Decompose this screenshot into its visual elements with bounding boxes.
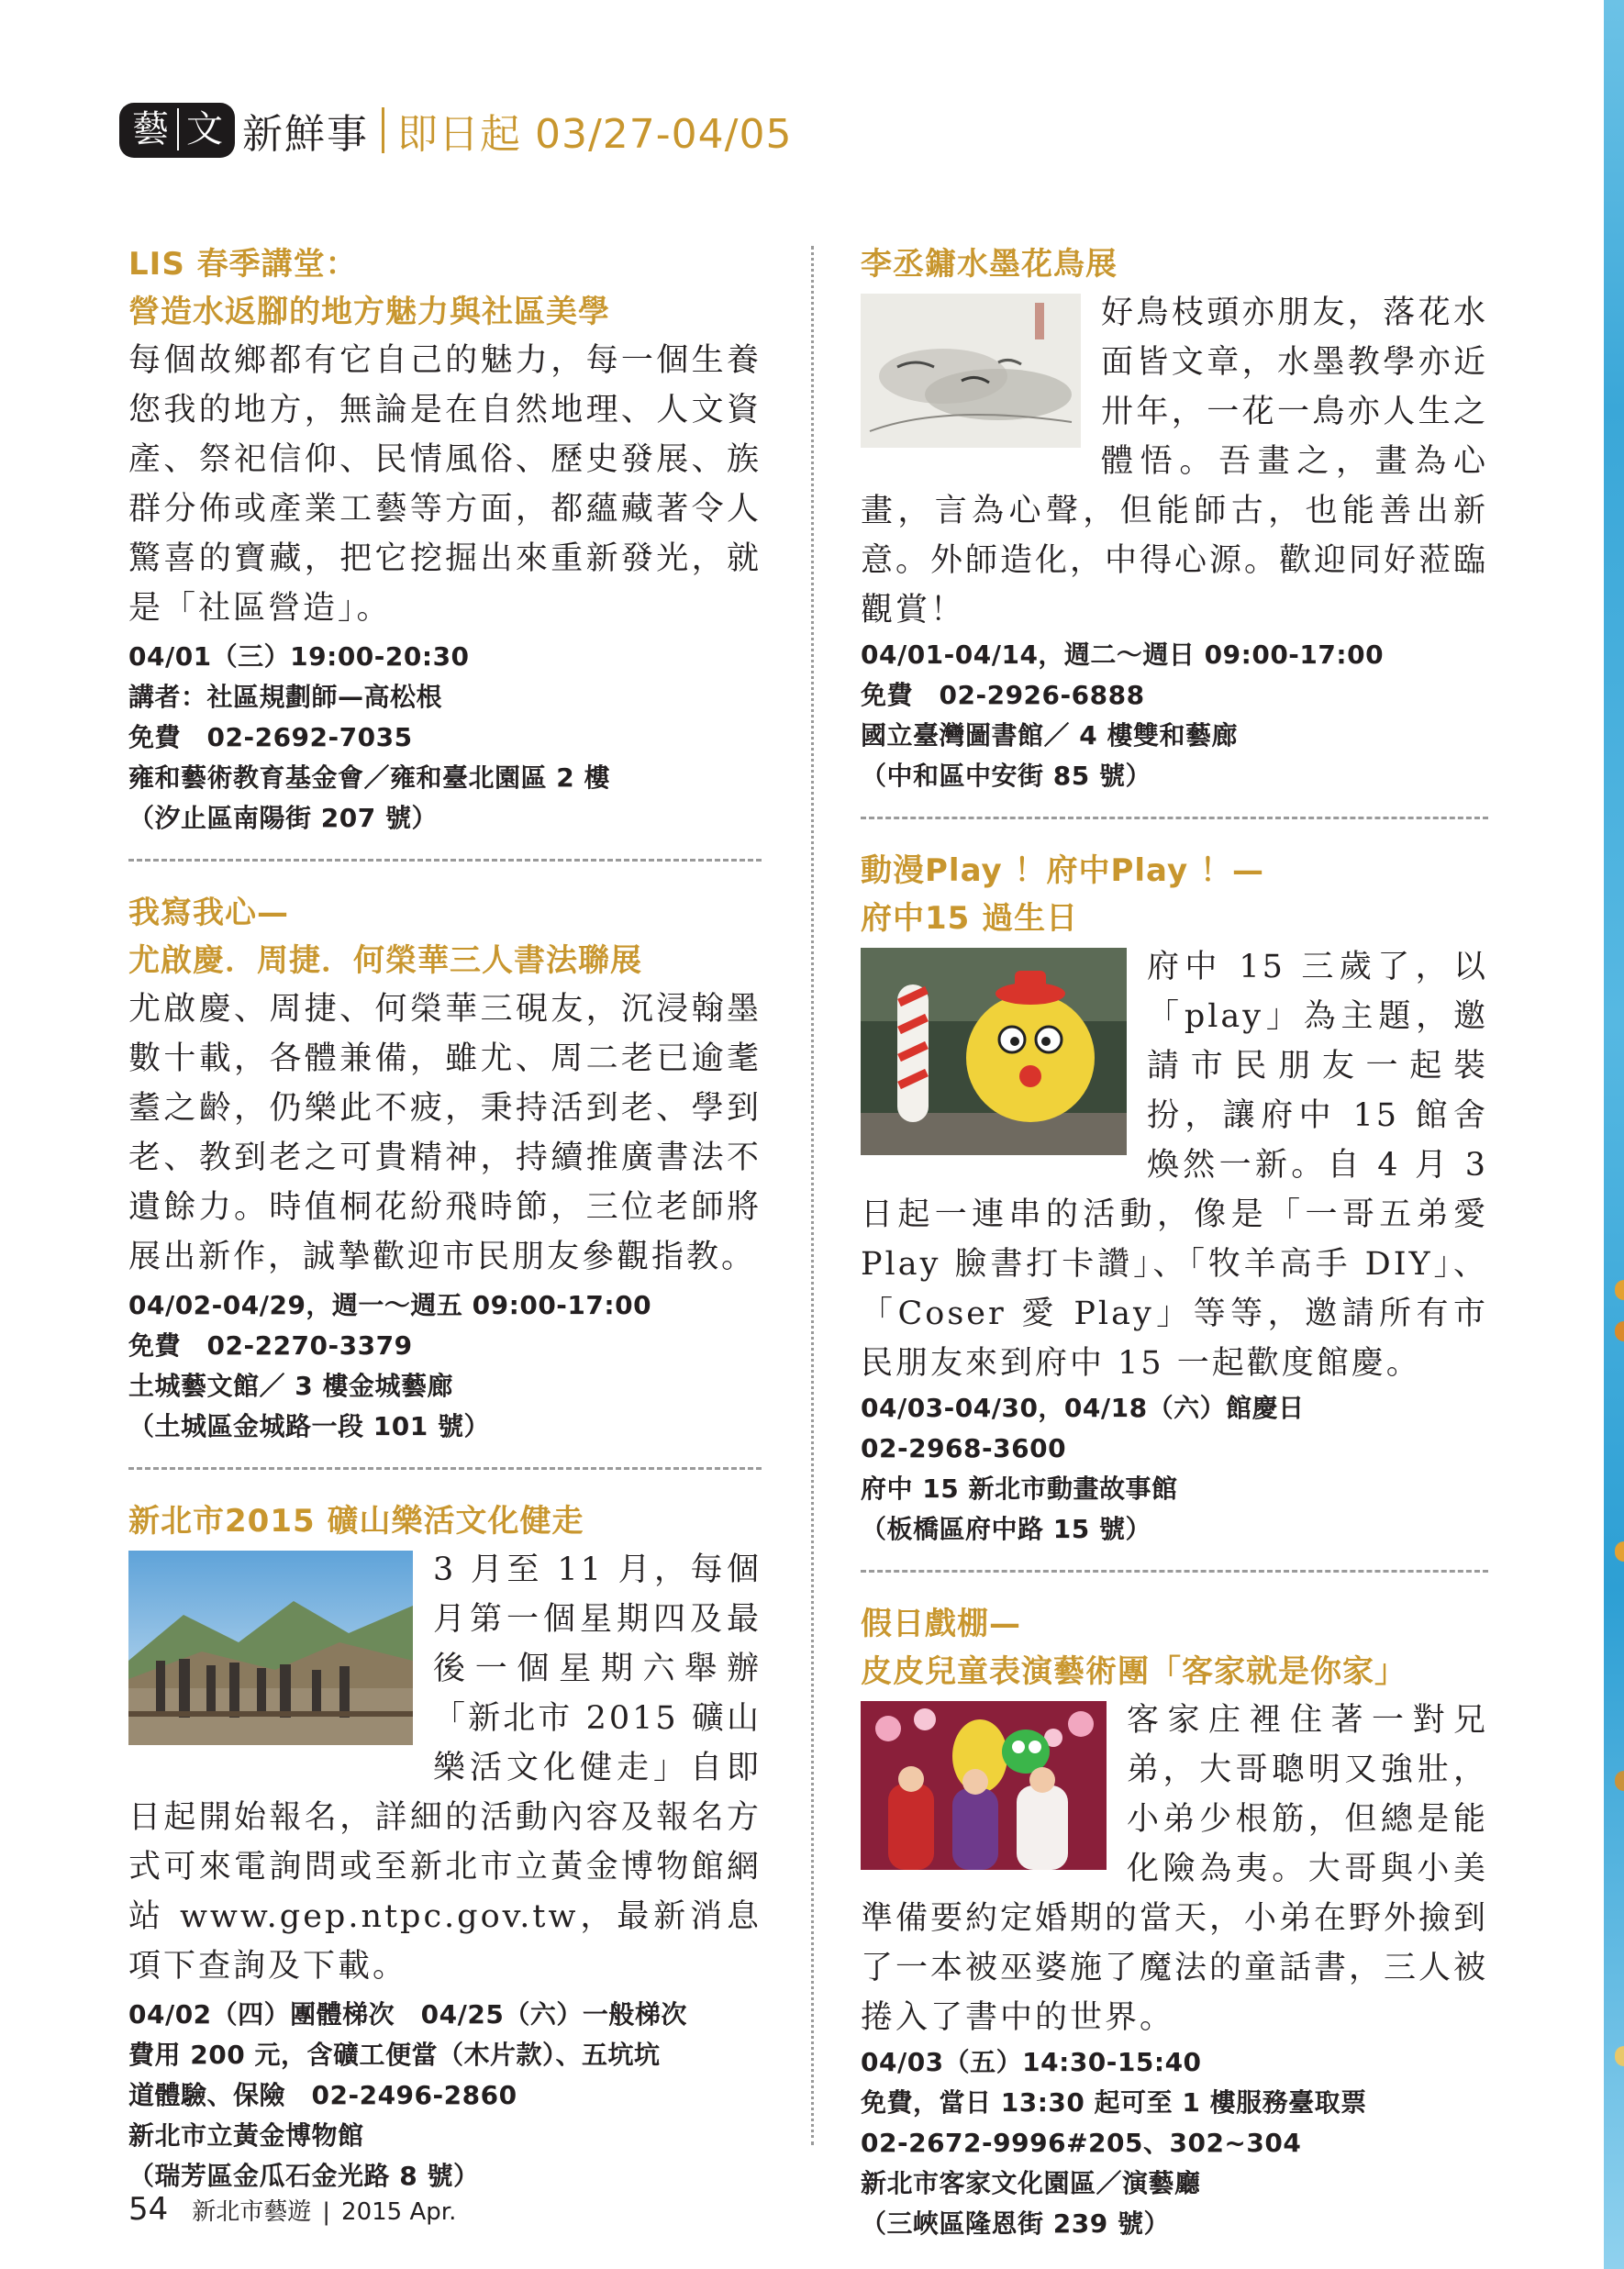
- article-body: 尤啟慶、周捷、何榮華三硯友，沉浸翰墨數十載，各體兼備，雖尤、周二老已逾耄耋之齡，仍樂此不疲，秉持活到老、學到老、教到老之可貴精神，持續推廣書法不遺餘力。時值桐花紛飛時節，三位老師將展出新作，誠摯歡迎市民朋友參觀指教。: [128, 991, 762, 1275]
- event-venue: 土城藝文館／ 3 樓金城藝廊: [128, 1371, 453, 1401]
- page-number: 54: [128, 2191, 169, 2228]
- event-fee-phone: 免費 02-2926-6888: [861, 680, 1145, 710]
- event-speaker: 講者：社區規劃師—高松根: [128, 682, 443, 712]
- event-date: 04/02（四）團體梯次 04/25（六）一般梯次: [128, 1999, 687, 2030]
- event-fee-phone: 道體驗、保險 02-2496-2860: [128, 2080, 517, 2110]
- event-venue: 府中 15 新北市動畫故事館: [861, 1474, 1178, 1504]
- article-subtitle: 營造水返腳的地方魅力與社區美學: [128, 294, 610, 330]
- event-venue: 新北市立黃金博物館: [128, 2120, 364, 2151]
- event-fee-phone: 免費 02-2270-3379: [128, 1330, 413, 1361]
- article-calligraphy-exhibit: [128, 889, 762, 1470]
- event-address: （汐止區南陽街 207 號）: [128, 803, 438, 833]
- event-venue: 雍和藝術教育基金會／雍和臺北園區 2 樓: [128, 762, 610, 793]
- event-address: （中和區中安街 85 號）: [861, 761, 1151, 791]
- event-phone: 02-2672-9996#205、302~304: [861, 2128, 1302, 2158]
- event-phone: 02-2968-3600: [861, 1433, 1067, 1463]
- article-title: 我寫我心—: [128, 895, 289, 931]
- ink-painting-photo: [861, 294, 1081, 448]
- event-date: 04/02-04/29，週一～週五 09:00-17:00: [128, 1290, 652, 1320]
- article-separator: [861, 1570, 1488, 1573]
- article-meta: [861, 1388, 1488, 1550]
- article-ink-painting: [861, 240, 1488, 819]
- issue-date: 2015 Apr.: [341, 2198, 457, 2226]
- event-venue: 新北市客家文化園區／演藝廳: [861, 2168, 1201, 2198]
- article-subtitle: 府中15 過生日: [861, 900, 1079, 937]
- event-fee-ticket: 免費，當日 13:30 起可至 1 樓服務臺取票: [861, 2087, 1367, 2118]
- article-body: 每個故鄉都有它自己的魅力，每一個生養您我的地方，無論是在自然地理、人文資產、祭祀信仰、民情風俗、歷史發展、族群分佈或產業工藝等方面，都蘊藏著令人驚喜的寶藏，把它挖掘出來重新發光，就是「社區營造」。: [128, 342, 762, 627]
- page-footer: [128, 2191, 456, 2228]
- section-badge: [119, 103, 235, 158]
- article-title: 李丞鏞水墨花鳥展: [861, 246, 1118, 283]
- event-fee-phone: 免費 02-2692-7035: [128, 722, 413, 752]
- article-title: 假日戲棚—: [861, 1606, 1021, 1642]
- badge-char-wen: 文: [177, 108, 224, 150]
- article-body: 府中 15 三歲了，以「play」為主題，邀請市民朋友一起裝扮，讓府中 15 館舍煥然一新。自 4 月 3 日起一連串的活動，像是「一哥五弟愛 Play 臉書打卡讚」、「牧羊高手 DIY」、「Coser 愛 Play」等等，邀請所有市民朋友來到府中 15 一起歡度館慶。: [861, 949, 1488, 1382]
- article-meta: [128, 637, 762, 839]
- badge-char-yi: 藝: [132, 108, 170, 150]
- footer-separator: |: [322, 2198, 331, 2226]
- mountain-walk-photo: [128, 1551, 413, 1745]
- column-divider: [811, 246, 814, 2145]
- event-address: （板橋區府中路 15 號）: [861, 1514, 1151, 1544]
- article-separator: [128, 1467, 762, 1470]
- event-address: （瑞芳區金瓜石金光路 8 號）: [128, 2161, 480, 2191]
- header-divider: [382, 107, 384, 153]
- left-column: [128, 240, 762, 2197]
- section-title: 新鮮事: [242, 111, 369, 158]
- event-date: 04/01-04/14，週二～週日 09:00-17:00: [861, 640, 1385, 670]
- article-subtitle: 皮皮兒童表演藝術團「客家就是你家」: [861, 1653, 1407, 1690]
- event-venue: 國立臺灣圖書館／ 4 樓雙和藝廊: [861, 720, 1238, 751]
- article-fuzhong15-birthday: [861, 847, 1488, 1573]
- article-title: LIS 春季講堂：: [128, 246, 358, 283]
- event-address: （土城區金城路一段 101 號）: [128, 1411, 490, 1441]
- event-fee: 費用 200 元，含礦工便當（木片款）、五坑坑: [128, 2040, 661, 2070]
- magazine-name: 新北市藝遊: [192, 2198, 312, 2226]
- event-date: 04/01（三）19:00-20:30: [128, 641, 470, 672]
- article-title: 新北市2015 礦山樂活文化健走: [128, 1503, 584, 1540]
- article-separator: [861, 817, 1488, 819]
- theater-photo: [861, 1701, 1107, 1870]
- event-date: 04/03（五）14:30-15:40: [861, 2047, 1202, 2077]
- article-meta: [128, 1991, 762, 2197]
- article-body: 3 月至 11 月，每個月第一個星期四及最後一個星期六舉辦「新北市 2015 礦山樂活文化健走」自即日起開始報名，詳細的活動內容及報名方式可來電詢問或至新北市立黃金博物館網站 www.gep.ntpc.gov.tw，最新消息項下查詢及下載。: [128, 1552, 762, 1985]
- section-header: [119, 99, 792, 161]
- right-column: [861, 240, 1488, 2244]
- article-subtitle: 尤啟慶．周捷．何榮華三人書法聯展: [128, 942, 642, 979]
- header-date-range: 即日起 03/27-04/05: [397, 111, 793, 158]
- article-hakka-theater: [861, 1600, 1488, 2244]
- page-edge-strip: [1604, 0, 1624, 2269]
- article-mining-walk: [128, 1497, 762, 2197]
- article-body: 好鳥枝頭亦朋友，落花水面皆文章，水墨教學亦近卅年，一花一鳥亦人生之體悟。吾畫之，畫為心畫，言為心聲，但能師古，也能善出新意。外師造化，中得心源。歡迎同好蒞臨觀賞！: [861, 295, 1489, 628]
- article-title: 動漫Play ！府中Play ！—: [861, 852, 1264, 889]
- article-separator: [128, 859, 762, 862]
- article-lis-lecture: [128, 240, 762, 862]
- event-address: （三峽區隆恩街 239 號）: [861, 2208, 1170, 2239]
- article-meta: [861, 2042, 1488, 2244]
- article-body: 客家庄裡住著一對兄弟，大哥聰明又強壯，小弟少根筋，但總是能化險為夷。大哥與小美準備要約定婚期的當天，小弟在野外撿到了一本被巫婆施了魔法的童話書，三人被捲入了書中的世界。: [861, 1702, 1489, 2036]
- article-meta: [128, 1285, 762, 1447]
- event-date: 04/03-04/30，04/18（六）館慶日: [861, 1393, 1305, 1423]
- mascot-photo: [861, 948, 1127, 1155]
- article-meta: [861, 635, 1488, 796]
